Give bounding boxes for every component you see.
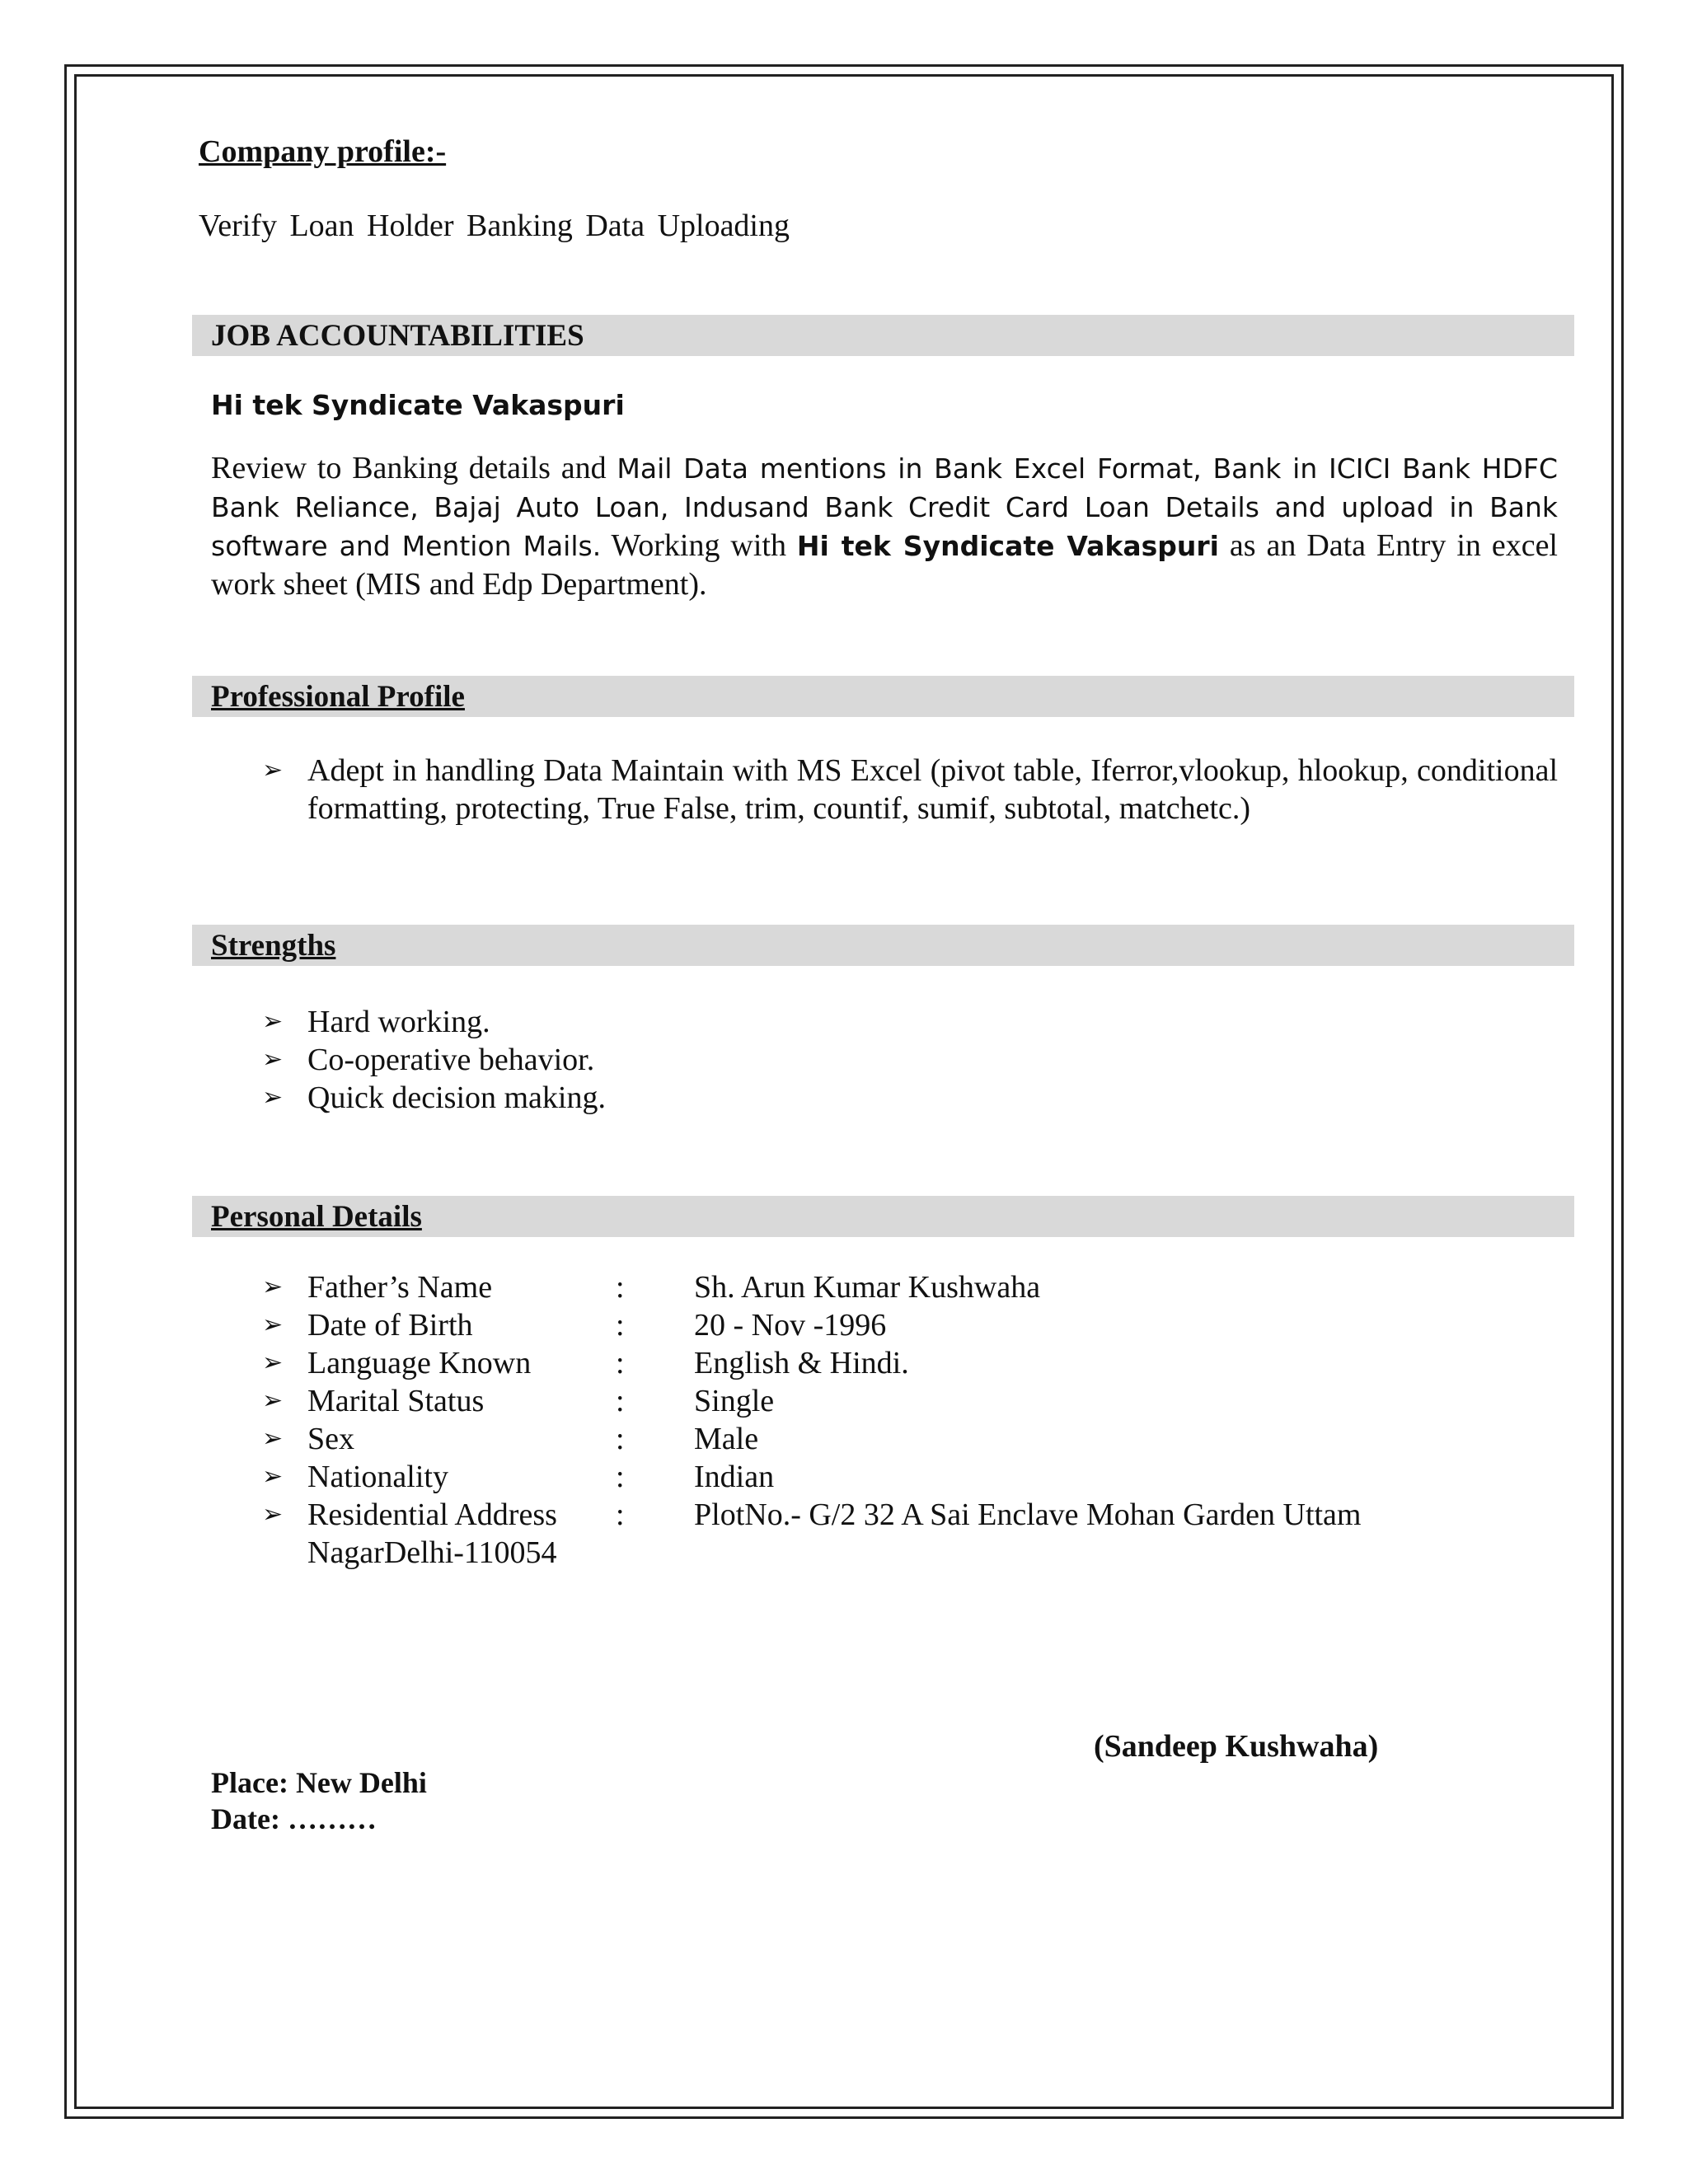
job-accountabilities-heading [192,315,1574,356]
signature-name: (Sandeep Kushwaha) [1094,1729,1379,1764]
job-description-part4: as an Data Entry in excel work sheet (MIS and Edp Department). [211,528,1558,602]
job-description [211,449,1558,604]
detail-label: Date of Birth [307,1308,473,1343]
strengths-heading-text: Strengths [211,928,336,963]
professional-profile-list [192,752,1574,827]
address-continued: NagarDelhi-110054 [307,1535,557,1570]
job-description-org-bold: Hi tek Syndicate Vakaspuri [796,530,1219,562]
professional-profile-heading [192,676,1574,717]
organization-title: Hi tek Syndicate Vakaspuri [211,389,625,421]
detail-value: English & Hindi. [694,1346,909,1380]
arrow-bullet-icon: ➢ [262,1272,284,1301]
arrow-bullet-icon: ➢ [262,1007,284,1036]
job-description-part2: Mail Data mentions in Bank Excel Format, Bank in ICICI Bank HDFC Bank Reliance, Bajaj Auto Loan, Indusand Bank Credit Card Loan Details and upload in Bank software and Mention Mails. [211,452,1558,562]
job-description-part3: Working with [601,528,797,563]
arrow-bullet-icon: ➢ [262,1500,284,1529]
detail-label: Language Known [307,1346,532,1380]
personal-details-heading-text: Personal Details [211,1199,422,1234]
strengths-list [192,1003,1574,1117]
arrow-bullet-icon: ➢ [262,1083,284,1112]
resume-content [192,124,1574,1572]
list-item-text: Hard working. [307,1005,490,1039]
list-item [192,1003,1558,1041]
arrow-bullet-icon: ➢ [262,1462,284,1491]
table-row [192,1420,1558,1458]
detail-colon: : [616,1497,625,1532]
job-accountabilities-heading-text: JOB ACCOUNTABILITIES [211,318,584,353]
table-row [192,1344,1558,1382]
detail-colon: : [616,1384,625,1418]
table-row [192,1382,1558,1420]
detail-colon: : [616,1460,625,1494]
company-profile-text: Verify Loan Holder Banking Data Uploading [199,209,790,243]
detail-value: PlotNo.- G/2 32 A Sai Enclave Mohan Garden Uttam [694,1497,1362,1532]
list-item [192,1041,1558,1079]
detail-label: Sex [307,1422,354,1456]
table-row [192,1306,1558,1344]
detail-value: 20 - Nov -1996 [694,1308,887,1343]
detail-colon: : [616,1270,625,1305]
detail-value: Indian [694,1460,775,1494]
table-row [192,1458,1558,1496]
arrow-bullet-icon: ➢ [262,1310,284,1339]
list-item [192,752,1558,827]
detail-value: Sh. Arun Kumar Kushwaha [694,1270,1041,1305]
arrow-bullet-icon: ➢ [262,1045,284,1074]
detail-value: Male [694,1422,759,1456]
professional-profile-heading-text: Professional Profile [211,679,465,714]
personal-details-list [192,1268,1574,1572]
list-item [192,1079,1558,1117]
list-item-text: Co-operative behavior. [307,1043,595,1077]
list-item-text: Quick decision making. [307,1080,606,1115]
detail-value: Single [694,1384,775,1418]
detail-label: Residential Address [307,1497,557,1532]
strengths-heading [192,925,1574,966]
list-item-text: Adept in handling Data Maintain with MS Excel (pivot table, Iferror,vlookup, hlookup, conditional formatting, protecting, True False, trim, countif, sumif, subtotal, matchetc.) [307,753,1558,826]
detail-colon: : [616,1346,625,1380]
personal-details-heading [192,1196,1574,1237]
company-profile-heading: Company profile:- [199,134,447,169]
arrow-bullet-icon: ➢ [262,1386,284,1415]
detail-label: Marital Status [307,1384,485,1418]
detail-label: Nationality [307,1460,448,1494]
detail-colon: : [616,1422,625,1456]
detail-colon: : [616,1308,625,1343]
table-row [192,1268,1558,1306]
date: Date: ……… [211,1802,377,1835]
arrow-bullet-icon: ➢ [262,756,284,785]
table-row [192,1496,1558,1572]
arrow-bullet-icon: ➢ [262,1348,284,1377]
arrow-bullet-icon: ➢ [262,1424,284,1453]
detail-label: Father’s Name [307,1270,493,1305]
place: Place: New Delhi [211,1766,427,1799]
job-description-part1: Review to Banking details and [211,451,617,485]
